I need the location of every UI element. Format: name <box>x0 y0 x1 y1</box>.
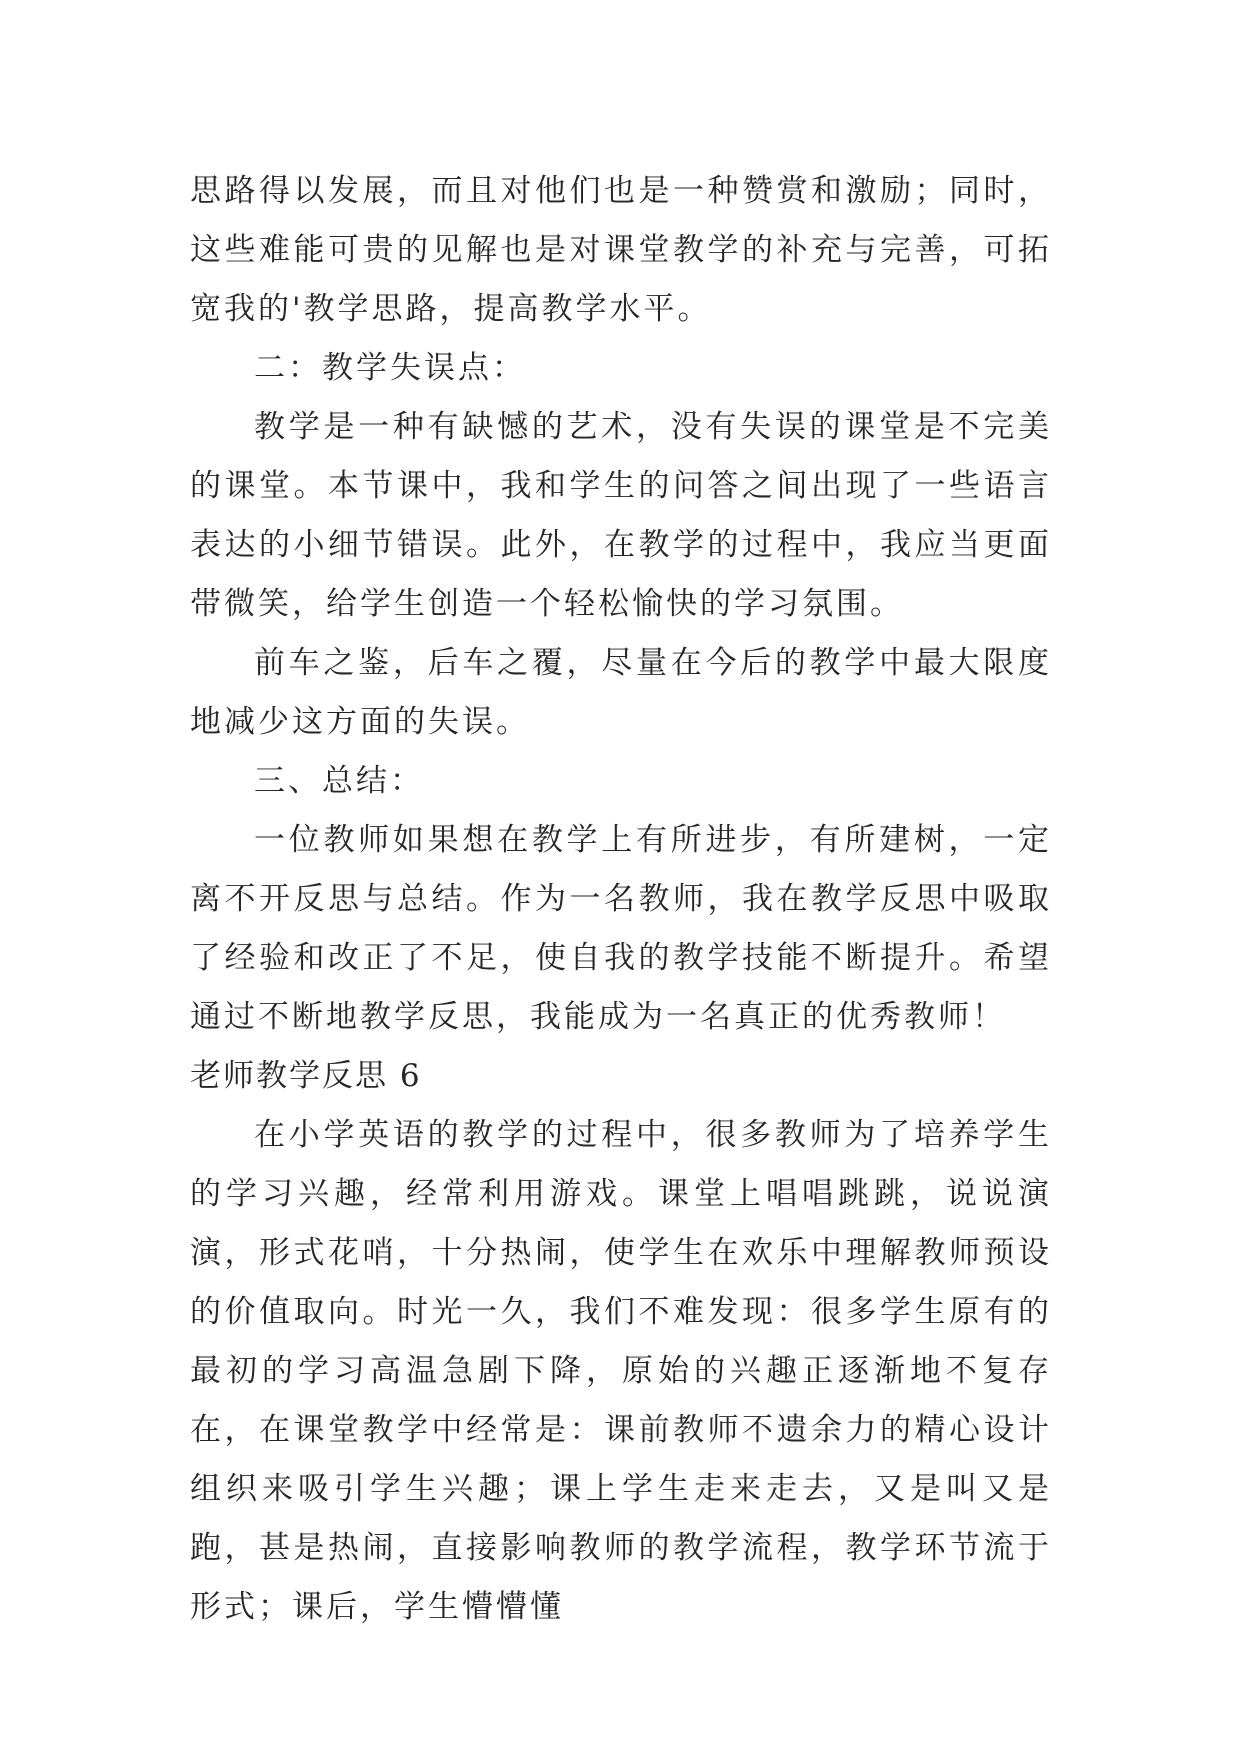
paragraph-continuation: 思路得以发展，而且对他们也是一种赞赏和激励；同时，这些难能可贵的见解也是对课堂教学的补充与完善，可拓宽我的'教学思路，提高教学水平。 <box>190 173 1052 327</box>
paragraph-summary: 一位教师如果想在教学上有所进步，有所建树，一定离不开反思与总结。作为一名教师，我在教学反思中吸取了经验和改正了不足，使自我的教学技能不断提升。希望通过不断地教学反思，我能成为一名真正的优秀教师！ <box>190 822 1052 1035</box>
document-body <box>190 162 1052 1637</box>
section-heading-mistakes: 二：教学失误点： <box>254 350 526 386</box>
section-heading-summary: 三、总结： <box>254 763 424 799</box>
article-title: 老师教学反思 6 <box>190 1058 422 1094</box>
paragraph-lessons: 前车之鉴，后车之覆，尽量在今后的教学中最大限度地减少这方面的失误。 <box>190 645 1052 740</box>
paragraph-article-body: 在小学英语的教学的过程中，很多教师为了培养学生的学习兴趣，经常利用游戏。课堂上唱唱跳跳，说说演演，形式花哨，十分热闹，使学生在欢乐中理解教师预设的价值取向。时光一久，我们不难发现：很多学生原有的最初的学习高温急剧下降，原始的兴趣正逐渐地不复存在，在课堂教学中经常是：课前教师不遗余力的精心设计组织来吸引学生兴趣；课上学生走来走去，又是叫又是跑，甚是热闹，直接影响教师的教学流程，教学环节流于形式；课后，学生懵懵懂 <box>190 1117 1052 1625</box>
paragraph-mistakes: 教学是一种有缺憾的艺术，没有失误的课堂是不完美的课堂。本节课中，我和学生的问答之间出现了一些语言表达的小细节错误。此外，在教学的过程中，我应当更面带微笑，给学生创造一个轻松愉快的学习氛围。 <box>190 409 1052 622</box>
